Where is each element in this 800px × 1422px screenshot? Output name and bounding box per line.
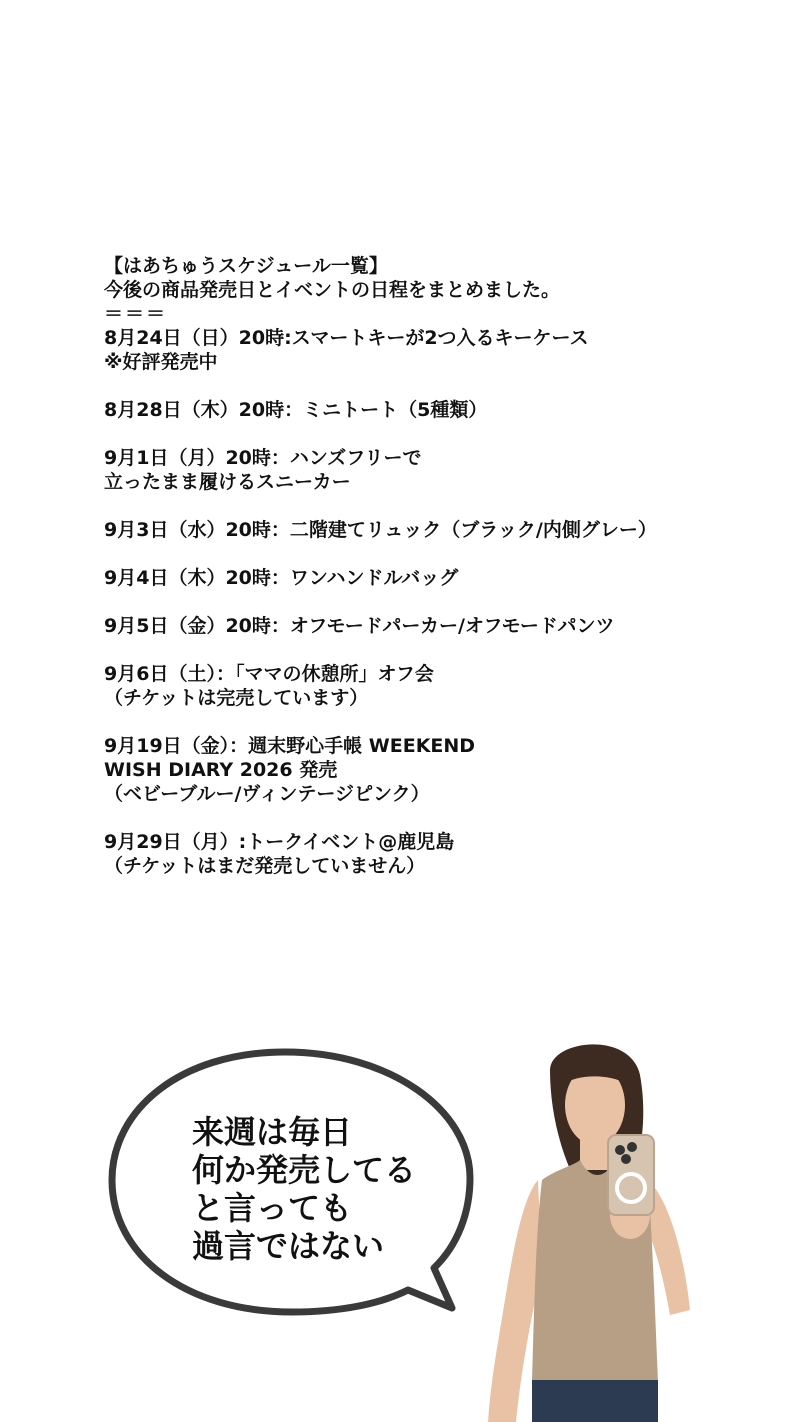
schedule-entry-line: 立ったまま履けるスニーカー: [104, 471, 351, 493]
schedule-entry-line: （チケットはまだ発売していません）: [104, 855, 426, 877]
person-photo: [480, 1030, 710, 1422]
phone-lens: [621, 1154, 631, 1164]
speech-bubble-line: と言っても: [192, 1189, 353, 1227]
schedule-divider: ＝＝＝: [104, 303, 168, 325]
schedule-entry-line: 9月4日（木）20時：ワンハンドルバッグ: [104, 567, 459, 589]
schedule-intro: 今後の商品発売日とイベントの日程をまとめました。: [104, 279, 561, 301]
speech-bubble-text: [192, 1113, 416, 1265]
schedule-entry-line: （ベビーブルー/ヴィンテージピンク）: [104, 783, 430, 805]
schedule-entry-line: 9月6日（土）：「ママの休憩所」オフ会: [104, 663, 434, 685]
schedule-entry-line: 9月5日（金）20時：オフモードパーカー/オフモードパンツ: [104, 615, 615, 637]
schedule-entry-line: ※好評発売中: [104, 351, 218, 373]
phone-lens: [615, 1145, 625, 1155]
schedule-heading: 【はあちゅうスケジュール一覧】: [104, 255, 388, 277]
schedule-entry-line: 8月24日（日）20時:スマートキーが2つ入るキーケース: [104, 327, 589, 349]
schedule-entry-line: 9月3日（水）20時：二階建てリュック（ブラック/内側グレー）: [104, 519, 657, 541]
schedule-entry-line: 9月19日（金）：週末野心手帳 WEEKEND: [104, 735, 476, 757]
speech-bubble-line: 何か発売してる: [192, 1151, 417, 1189]
schedule-entry-line: 8月28日（木）20時：ミニトート（5種類）: [104, 399, 488, 421]
speech-bubble-line: 来週は毎日: [192, 1113, 353, 1151]
schedule-entry-line: 9月29日（月）:トークイベント@鹿児島: [104, 831, 455, 853]
schedule-entry-line: WISH DIARY 2026 発売: [104, 759, 338, 781]
schedule-entry-line: （チケットは完売しています）: [104, 687, 369, 709]
jeans: [532, 1380, 658, 1422]
schedule-entry-line: 9月1日（月）20時：ハンズフリーで: [104, 447, 422, 469]
speech-bubble-line: 過言ではない: [192, 1227, 385, 1265]
phone-lens: [627, 1142, 637, 1152]
